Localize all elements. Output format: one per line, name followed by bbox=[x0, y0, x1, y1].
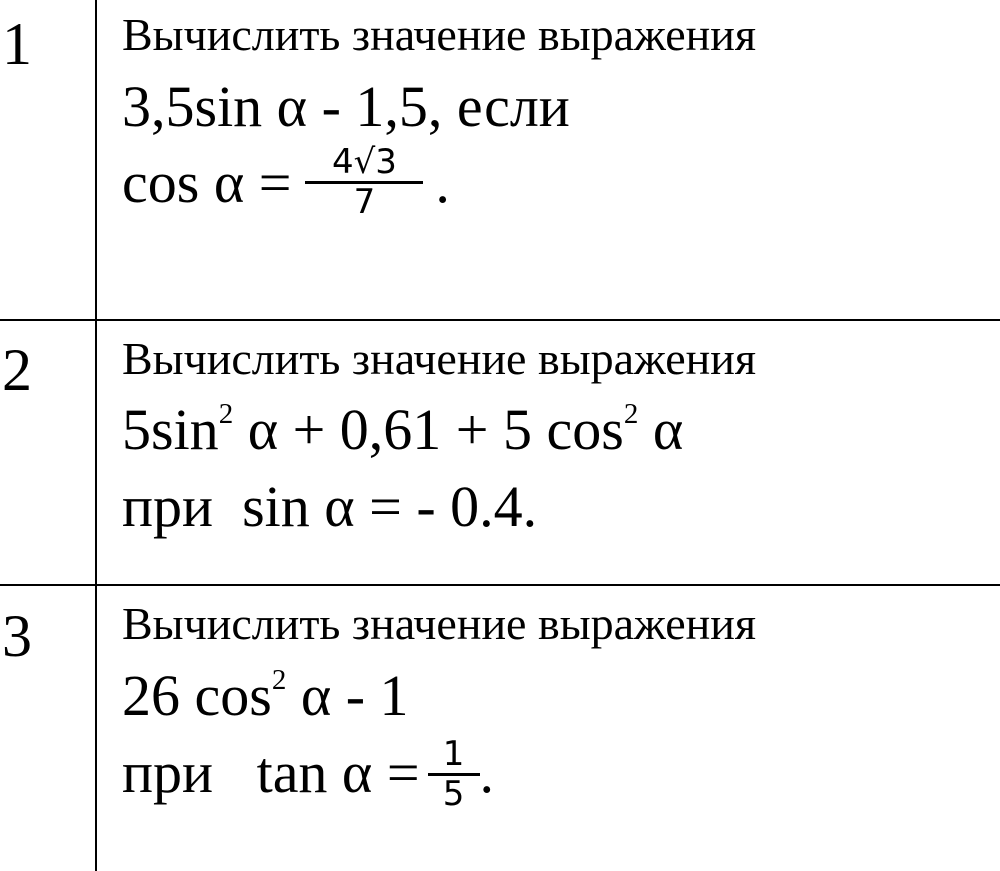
condition-end: . bbox=[479, 740, 495, 806]
row-divider-2 bbox=[0, 584, 1000, 586]
fraction bbox=[305, 144, 423, 222]
exponent: 2 bbox=[623, 397, 639, 430]
expression-part: α + 0,61 + 5 cos bbox=[233, 397, 624, 462]
expression bbox=[122, 663, 409, 728]
fraction-numerator: 4√3 bbox=[305, 144, 423, 184]
row-number: 2 bbox=[2, 337, 32, 403]
task-text: Вычислить значение выражения bbox=[122, 9, 757, 60]
expression: 3,5sin α - 1,5, если bbox=[122, 74, 570, 139]
expression-part: 26 cos bbox=[122, 663, 272, 728]
task-text: Вычислить значение выражения bbox=[122, 598, 757, 649]
row-number: 3 bbox=[2, 603, 32, 669]
condition-lhs: cos α = bbox=[122, 150, 292, 216]
fraction-denominator: 5 bbox=[442, 774, 465, 815]
expression-part: α bbox=[638, 397, 684, 462]
condition-end: . bbox=[435, 150, 450, 216]
fraction bbox=[428, 736, 480, 814]
row-divider-1 bbox=[0, 319, 1000, 321]
task-text: Вычислить значение выражения bbox=[122, 333, 757, 384]
expression-part: α - 1 bbox=[286, 663, 409, 728]
column-divider bbox=[95, 0, 97, 871]
condition: при sin α = - 0.4. bbox=[122, 474, 538, 539]
condition bbox=[122, 734, 495, 818]
row-number: 1 bbox=[2, 11, 32, 77]
expression bbox=[122, 397, 684, 462]
fraction-numerator: 1 bbox=[428, 736, 480, 776]
condition bbox=[122, 142, 450, 228]
fraction-denominator: 7 bbox=[353, 182, 376, 223]
exponent: 2 bbox=[271, 663, 287, 696]
condition-lhs: при tan α = bbox=[122, 740, 420, 806]
expression-part: 5sin bbox=[122, 397, 219, 462]
exponent: 2 bbox=[218, 397, 234, 430]
